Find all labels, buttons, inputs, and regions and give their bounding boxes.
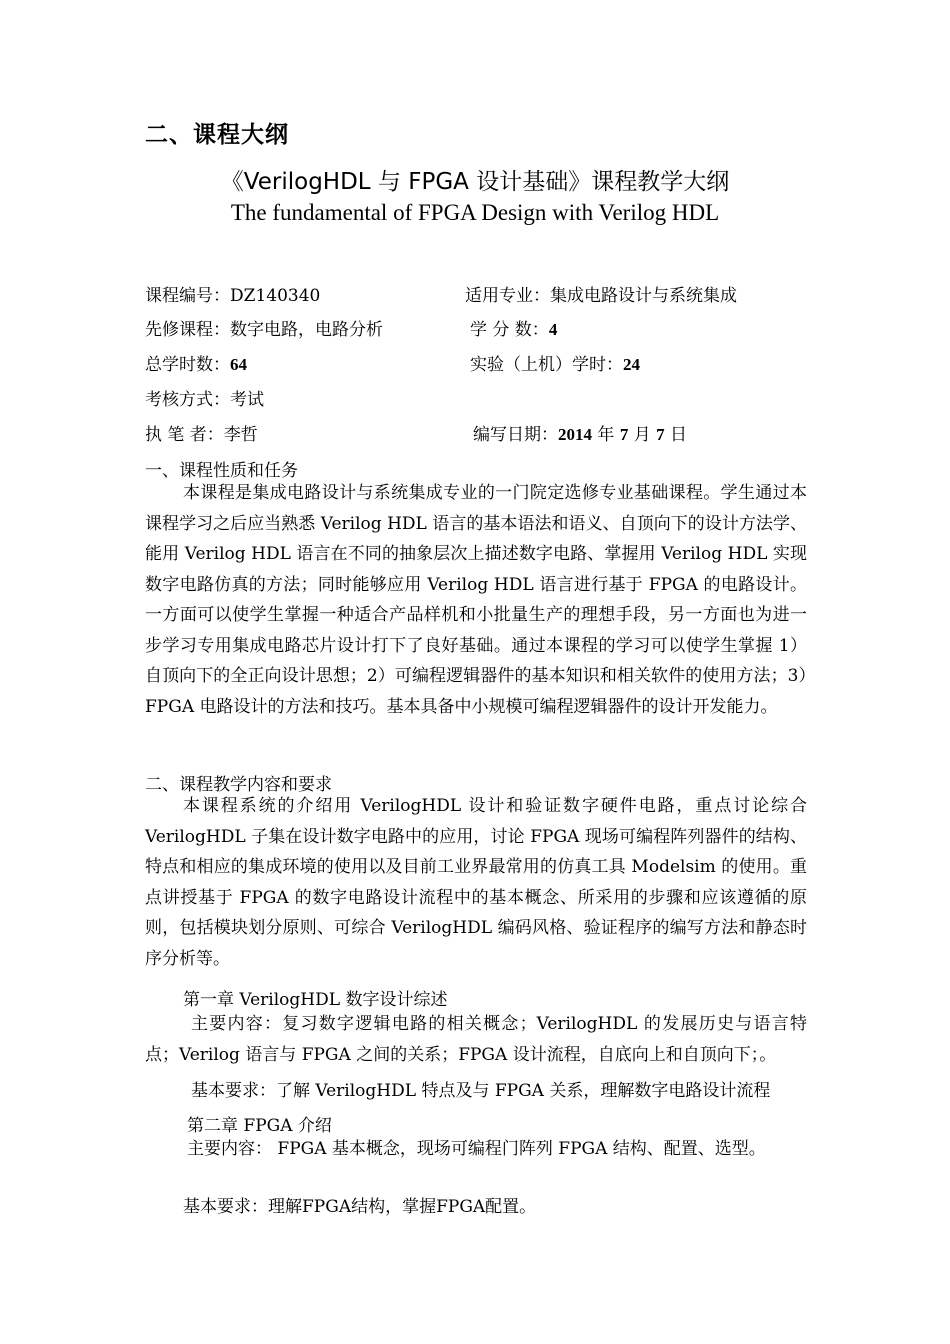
prereq-label: 先修课程： [145, 320, 230, 340]
author-label: 执 笔 者： [145, 425, 224, 445]
date-year-unit: 年 [597, 425, 615, 445]
date-label: 编写日期： [473, 425, 558, 445]
hours-label: 总学时数： [145, 355, 230, 375]
course-code-label: 课程编号： [145, 286, 230, 306]
prereq-row [145, 315, 383, 340]
lab-hours-label: 实验（上机）学时： [470, 355, 623, 375]
course-code-value: DZ140340 [230, 286, 321, 306]
date-year: 2014 [558, 425, 592, 444]
chapter1-title: 第一章 VerilogHDL 数字设计综述 [183, 990, 448, 1010]
chapter2-requirement: 基本要求：理解FPGA结构，掌握FPGA配置。 [183, 1197, 537, 1217]
exam-label: 考核方式： [145, 390, 230, 410]
hours-value: 64 [230, 355, 247, 374]
section1-body: 本课程是集成电路设计与系统集成专业的一门院定选修专业基础课程。学生通过本课程学习之后应当熟悉 Verilog HDL 语言的基本语法和语义、自顶向下的设计方法学、能用 Verilog HDL 语言在不同的抽象层次上描述数字电路、掌握用 Verilog HDL 实现数字电路仿真的方法；同时能够应用 Verilog HDL 语言进行基于 FPGA 的电路设计。一方面可以使学生掌握一种适合产品样机和小批量生产的理想手段，另一方面也为进一步学习专用集成电路芯片设计打下了良好基础。通过本课程的学习可以使学生掌握 1）自顶向下的全正向设计思想；2）可编程逻辑器件的基本知识和相关软件的使用方法；3）FPGA 电路设计的方法和技巧。基本具备中小规模可编程逻辑器件的设计开发能力。 [145, 483, 807, 717]
author-value: 李哲 [223, 425, 258, 445]
lab-hours-row [470, 350, 640, 375]
date-month: 7 [619, 425, 629, 444]
section2-body: 本课程系统的介绍用 VerilogHDL 设计和验证数字硬件电路，重点讨论综合 VerilogHDL 子集在设计数字电路中的应用，讨论 FPGA 现场可编程阵列器件的结构、特点和相应的集成环境的使用以及目前工业界最常用的仿真工具 Modelsim 的使用。重点讲授基于 FPGA 的数字电路设计流程中的基本概念、所采用的步骤和应该遵循的原则，包括模块划分原则、可综合 VerilogHDL 编码风格、验证程序的编写方法和静态时序分析等。 [145, 796, 807, 969]
chapter1-content: 主要内容：复习数字逻辑电路的相关概念；VerilogHDL 的发展历史与语言特点；Verilog 语言与 FPGA 之间的关系；FPGA 设计流程，自底向上和自顶向下；。 [145, 1014, 807, 1065]
date-day-unit: 日 [670, 425, 688, 445]
date-day: 7 [656, 425, 665, 444]
major-value: 集成电路设计与系统集成 [550, 286, 737, 306]
exam-value: 考试 [230, 390, 264, 410]
credits-value: 4 [548, 320, 558, 339]
date-month-unit: 月 [633, 425, 651, 445]
exam-row [145, 385, 264, 410]
major-row [465, 281, 737, 306]
chapter2-content: 主要内容： FPGA 基本概念，现场可编程门阵列 FPGA 结构、配置、选型。 [187, 1139, 766, 1159]
course-title-chinese: 《VerilogHDL 与 FPGA 设计基础》课程教学大纲 [220, 169, 730, 195]
course-code-row [145, 281, 320, 306]
section2-heading: 二、课程教学内容和要求 [145, 775, 332, 795]
author-row [145, 420, 258, 445]
credits-label: 学 分 数： [470, 320, 549, 340]
major-label: 适用专业： [465, 286, 550, 306]
section-heading: 二、课程大纲 [145, 122, 289, 148]
credits-row [470, 315, 557, 340]
date-row [473, 420, 687, 445]
prereq-value: 数字电路，电路分析 [230, 320, 383, 340]
hours-row [145, 350, 247, 375]
section1-heading: 一、课程性质和任务 [145, 461, 298, 481]
chapter2-title: 第二章 FPGA 介绍 [187, 1116, 332, 1136]
chapter1-requirement: 基本要求：了解 VerilogHDL 特点及与 FPGA 关系，理解数字电路设计流程 [191, 1081, 771, 1101]
course-title-english: The fundamental of FPGA Design with Verilog HDL [230, 200, 720, 225]
lab-hours-value: 24 [623, 355, 640, 374]
